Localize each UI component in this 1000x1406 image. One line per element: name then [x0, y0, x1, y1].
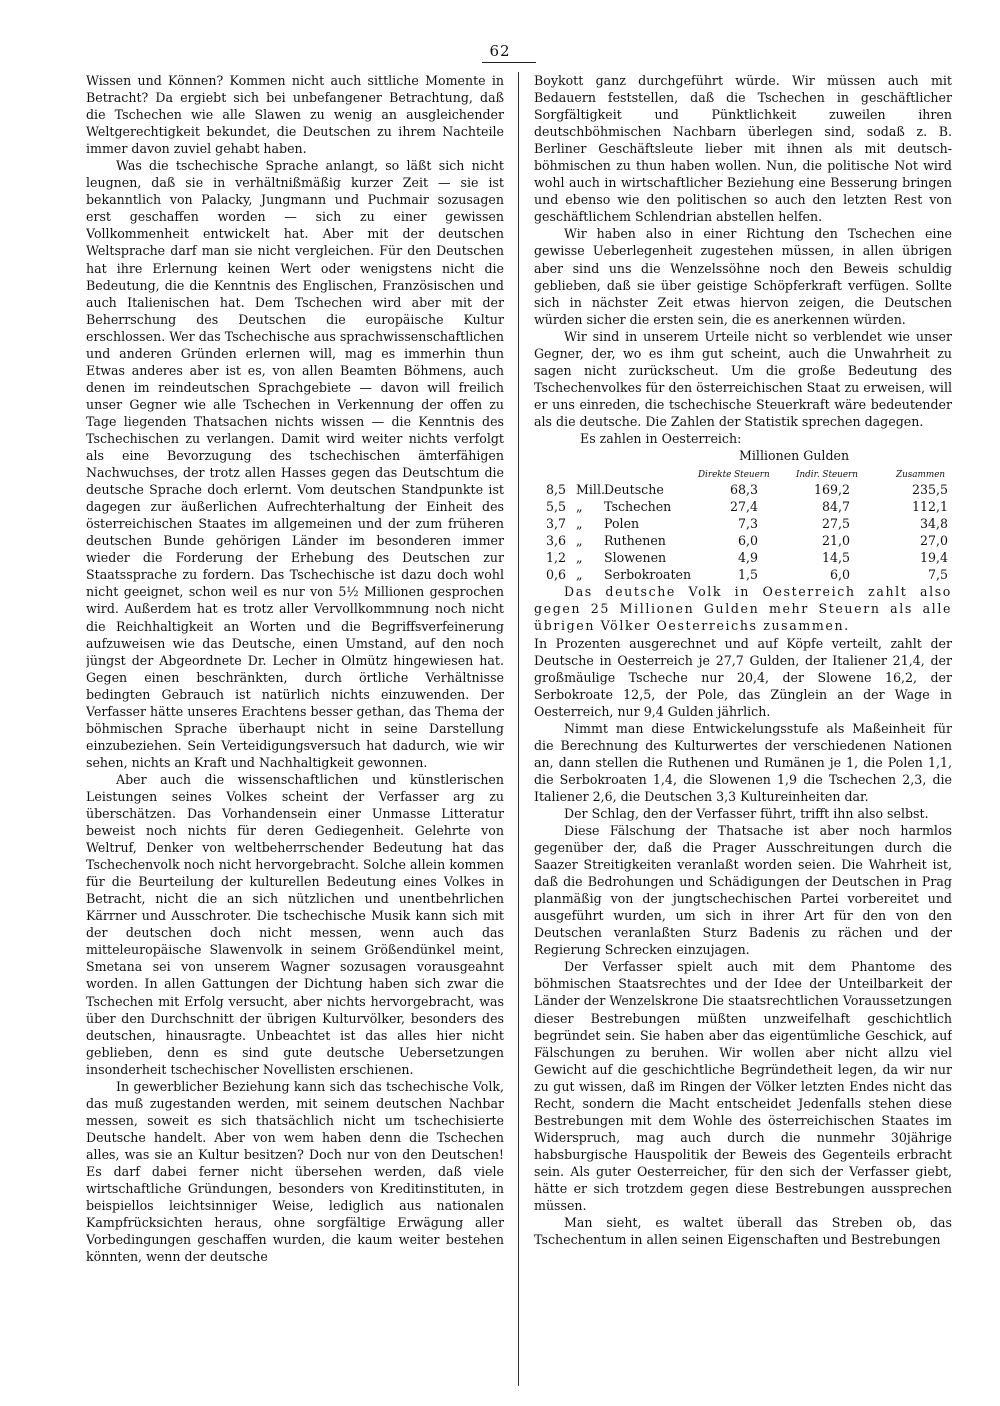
paragraph: Der Schlag, den der Verfasser führt, trifft ihn also selbst. [564, 805, 929, 821]
direct-taxes-cell: 7,3 [737, 516, 758, 532]
table-row [534, 515, 952, 532]
indirect-taxes-cell: 169,2 [813, 482, 850, 498]
total-cell: 7,5 [927, 567, 948, 583]
left-column [86, 72, 504, 1392]
header-total: Zusammen [896, 470, 946, 481]
population-cell: 8,5 [545, 482, 566, 498]
paragraph: Was die tschechische Sprache anlangt, so läßt sich nicht leugnen, daß sie in verhältnißmäßig kurzer Zeit — sie ist bekanntlich von Palacky, Jungmann und Puchmair sozusagen erst geschaffen worden — sich zu einer gewissen Vollkommenheit entwickelt hat. Aber mit der deutschen Weltsprache darf man sie nicht vergleichen. Für den Deutschen hat ihre Erlernung keinen Wert oder wenigstens nicht die Bedeutung, die die Kenntnis des Englischen, Französischen und auch Italienischen hat. Dem Tschechen wird aber mit der Beherrschung des Deutschen die europäische Kultur erschlossen. Wer das Tschechische aus sprachwissenschaftlichen und anderen Gründen erlernen will, mag es immerhin thun Etwas anderes aber ist es, von allen Beamten Böhmens, auch denen im reindeutschen Sprachgebiete — davon will freilich unser Gegner wie alle Tschechen in Verkennung der offen zu Tage liegenden Thatsachen nichts wissen — die Kenntnis des Tschechischen zu verlangen. Damit wird weiter nichts verfolgt als eine Bevorzugung des tschechischen ämterfähigen Nachwuchses, der trotz allen Hasses gegen das Deutschtum die deutsche Sprache doch erlernt. Vom deutschen Standpunkte ist dagegen zur äußerlichen Aufrechterhaltung der Einheit des österreichischen Staates im allgemeinen und der zum früheren deutschen Bunde gehörigen Länder im besonderen immer wieder die Forderung der Erhebung des Deutschen zur Staatssprache zu fordern. Das Tschechische ist dazu doch wohl nicht geeignet, schon weil es nur von 5½ Millionen gesprochen wird. Außerdem hat es trotz aller Vervollkommnung noch nicht die Reichhaltigkeit an Worten und die Begriffsverfeinerung aufzuweisen wie das Deutsche, einen Umstand, auf den noch jüngst der Abgeordnete Dr. Lecher in Olmütz hingewiesen hat. Gegen einen beschränkten, durch örtliche Verhältnisse bedingten Gebrauch ist natürlich nichts einzuwenden. Der Verfasser hätte unseres Erachtens besser gethan, das Thema der böhmischen Sprache überhaupt nicht in seine Darstellung einzubeziehen. Sein Verteidigungsversuch hat dadurch, wie wir sehen, nichts an Kraft und Nachhaltigkeit gewonnen. [86, 158, 504, 770]
direct-taxes-cell: 4,9 [737, 550, 758, 566]
table-row [534, 532, 952, 549]
nation-cell: Slowenen [604, 550, 667, 566]
population-cell: 5,5 [545, 499, 566, 515]
population-cell: 3,7 [545, 516, 566, 532]
direct-taxes-cell: 1,5 [737, 567, 758, 583]
page-number-rule [482, 62, 536, 63]
total-cell: 235,5 [911, 482, 948, 498]
population-cell: 1,2 [545, 550, 566, 566]
nation-cell: Deutsche [604, 482, 664, 498]
population-cell: 3,6 [545, 533, 566, 549]
paragraph: Wissen und Können? Kommen nicht auch sittliche Momente in Betracht? Da ergiebt sich bei unbefangener Betrachtung, daß die Tschechen wie alle Slawen zu wenig an ausgleichender Weltgerechtigkeit bekundet, die Deutschen zu ihrem Nachteile immer davon zuviel gehabt haben. [86, 73, 504, 157]
paragraph: Nimmt man diese Entwickelungsstufe als Maßeinheit für die Berechnung des Kulturwertes der verschiedenen Nationen an, dann stellen die Ruthenen und Rumänen je 1, die Polen 1,1, die Serbokroaten 1,4, die Slowenen 1,9 die Tschechen 2,3, die Italiener 2,6, die Deutschen 3,3 Kultureinheiten dar. [534, 720, 952, 804]
paragraph: Man sieht, es waltet überall das Streben ob, das Tschechentum in allen seinen Eigenschaften und Bestrebungen [534, 1215, 952, 1248]
paragraph: Diese Fälschung der Thatsache ist aber noch harmlos gegenüber der, daß die Prager Ausschreitungen durch die Saazer Streitigkeiten veranlaßt worden seien. Die Wahrheit ist, daß die Bedrohungen und Schädigungen der Deutschen in Prag planmäßig von der jungtschechischen Partei vorbereitet und ausgeführt wurden, um sich in ihrer Art für den von den Deutschen veranlaßten Sturz Badenis zu rächen und der Regierung Schrecken einzujagen. [534, 823, 952, 958]
table-lead: Es zahlen in Oesterreich: [580, 430, 742, 446]
total-cell: 112,1 [911, 499, 948, 515]
column-divider [518, 72, 519, 1386]
population-cell: 0,6 [545, 567, 566, 583]
table-title: Millionen Gulden [739, 448, 850, 464]
indirect-taxes-cell: 21,0 [821, 533, 850, 549]
header-indirect-taxes: Indir. Steuern [796, 470, 858, 481]
unit-cell: „ [576, 533, 583, 549]
paragraph: In Prozenten ausgerechnet und auf Köpfe verteilt, zahlt der Deutsche in Oesterreich je 27,7 Gulden, der Italiener 21,4, der großmäulige Tscheche nur 20,4, der Slowene 16,2, der Serbokroate 12,5, der Pole, das Zünglein an der Wage in Oesterreich, nur 9,4 Gulden jährlich. [534, 635, 952, 719]
paragraph: Der Verfasser spielt auch mit dem Phantome des böhmischen Staatsrechtes und der Idee der Unteilbarkeit der Länder der Wenzelskrone Die staatsrechtlichen Voraussetzungen dieser Bestrebungen müßten unzweifelhaft geschichtlich begründet sein. Sie haben aber das eigentümliche Geschick, auf Fälschungen zu beruhen. Wir wollen aber nicht allzu viel Gewicht auf die geschichtliche Begründetheit legen, da wir nur zu gut wissen, daß im Ringen der Völker letzten Endes nicht das Recht, sondern die Macht entscheidet Jedenfalls stehen diese Bestrebungen mit dem Wohle des österreichischen Staates im Widerspruch, mag auch durch die nunmehr 30jährige habsburgische Hauspolitik der Beweis des Gegenteils erbracht sein. Als guter Oesterreicher, für den sich der Verfasser giebt, hätte er sich trotzdem gegen diese Bestrebungen aussprechen müssen. [534, 959, 952, 1214]
table-row [534, 481, 952, 498]
text-columns [86, 72, 952, 1392]
paragraph: In gewerblicher Beziehung kann sich das tschechische Volk, das muß zugestanden werden, mit seinem deutschen Nachbar messen, soweit es sich thatsächlich nicht um tschechisierte Deutsche handelt. Aber von wem haben denn die Tschechen alles, was sie an Kultur besitzen? Doch nur von den Deutschen! Es darf dabei ferner nicht übersehen werden, daß viele wirtschaftliche Gründungen, besonders von Kreditinstituten, in beispiellos leichtsinniger Weise, lediglich aus nationalen Kampfrücksichten heraus, ohne sorgfältige Erwägung aller Vorbedingungen geschaffen wurden, die kaum weiter bestehen könnten, wenn der deutsche [86, 1078, 504, 1265]
paragraph: Aber auch die wissenschaftlichen und künstlerischen Leistungen seines Volkes scheint der Verfasser arg zu überschätzen. Das Vorhandensein einer Unmasse Litteratur beweist noch nichts für deren Gediegenheit. Gelehrte von Weltruf, Denker von weltbeherrschender Bedeutung hat das Tschechenvolk noch nicht hervorgebracht. Solche allein kommen für die Beurteilung der kulturellen Bedeutung eines Volkes in Betracht, nicht die an sich nützlichen und unentbehrlichen Kärrner und Ausschroter. Die tschechische Musik kann sich mit der deutschen doch nicht messen, wenn auch das mitteleuropäische Slawenvolk in seinem Größendünkel meint, Smetana sei von unserem Wagner sozusagen vorausgeahnt worden. In allen Gattungen der Dichtung haben sich zwar die Tschechen mit Erfolg versucht, aber nichts hervorgebracht, was über den Durchschnitt der übrigen Kulturvölker, besonders des deutschen, hinausragte. Unbeachtet ist das alles hier nicht geblieben, denn es sind gute deutsche Uebersetzungen insonderheit tschechischer Novellisten erschienen. [86, 771, 504, 1077]
tax-statistics-table [534, 430, 952, 583]
nation-cell: Tschechen [604, 499, 672, 515]
paragraph: Boykott ganz durchgeführt würde. Wir müssen auch mit Bedauern feststellen, daß die Tschechen in geschäftlicher Sorgfältigkeit und Pünktlichkeit zuweilen ihren deutschböhmischen Nachbarn überlegen sind, sodaß z. B. Berliner Geschäftsleute lieber mit ihnen als mit deutsch-böhmischen zu thun haben wollen. Nun, die politische Not wird wohl auch in wirtschaftlicher Beziehung eine Besserung bringen und ebenso wie den politischen so auch den letzten Rest von geschäftlichem Schlendrian abstellen helfen. [534, 73, 952, 225]
nation-cell: Serbokroaten [604, 567, 692, 583]
paragraph: Wir sind in unserem Urteile nicht so verblendet wie unser Gegner, der, wo es ihm gut scheint, auch die Unwahrheit zu sagen nicht zurückscheut. Um die große Bedeutung des Tschechenvolkes für den österreichischen Staat zu erweisen, will er uns einreden, die tschechische Steuerkraft wäre bedeutender als die deutsche. Die Zahlen der Statistik sprechen dagegen. [534, 328, 952, 429]
total-cell: 27,0 [919, 533, 948, 549]
table-body [534, 481, 952, 583]
table-row [534, 549, 952, 566]
right-column [534, 72, 952, 1392]
direct-taxes-cell: 27,4 [729, 499, 758, 515]
direct-taxes-cell: 68,3 [729, 482, 758, 498]
unit-cell: Mill. [576, 482, 605, 498]
nation-cell: Polen [604, 516, 640, 532]
indirect-taxes-cell: 14,5 [821, 550, 850, 566]
table-header-row [534, 464, 952, 481]
unit-cell: „ [576, 516, 583, 532]
indirect-taxes-cell: 27,5 [821, 516, 850, 532]
indirect-taxes-cell: 84,7 [821, 499, 850, 515]
indirect-taxes-cell: 6,0 [829, 567, 850, 583]
direct-taxes-cell: 6,0 [737, 533, 758, 549]
page-number: 62 [489, 42, 511, 60]
nation-cell: Ruthenen [604, 533, 666, 549]
total-cell: 19,4 [919, 550, 948, 566]
paragraph: Wir haben also in einer Richtung den Tschechen eine gewisse Ueberlegenheit zugestehen müssen, in allen übrigen aber sind uns die Wenzelssöhne noch den Beweis schuldig geblieben, daß sie über geistige Schöpferkraft verfügen. Sollte sich in nächster Zeit etwas hiervon zeigen, die Deutschen würden sicher die ersten sein, die es anerkennen würden. [534, 226, 952, 327]
unit-cell: „ [576, 567, 583, 583]
unit-cell: „ [576, 550, 583, 566]
unit-cell: „ [576, 499, 583, 515]
total-cell: 34,8 [919, 516, 948, 532]
header-direct-taxes: Direkte Steuern [698, 470, 770, 481]
paragraph: Das deutsche Volk in Oesterreich zahlt also gegen 25 Millionen Gulden mehr Steuern als alle übrigen Völker Oesterreichs zusammen. [534, 584, 952, 634]
table-row [534, 566, 952, 583]
table-row [534, 498, 952, 515]
